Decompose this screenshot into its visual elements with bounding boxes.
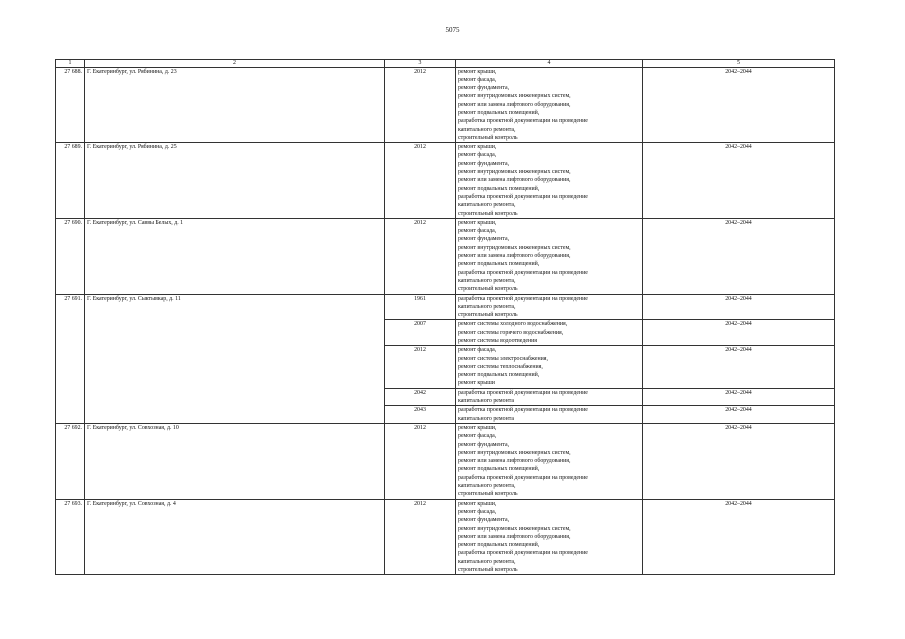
work-item: ремонт крыши xyxy=(458,380,495,387)
work-item: капитального ремонта xyxy=(458,398,514,405)
work-item: ремонт фасада, xyxy=(458,508,497,515)
work-item: ремонт подвальных помещений, xyxy=(458,466,540,473)
work-item: ремонт подвальных помещений, xyxy=(458,542,540,549)
work-item: строительный контроль xyxy=(458,312,518,319)
period-cell: 2042–2044 xyxy=(643,388,835,406)
work-item: ремонт фасада, xyxy=(458,347,497,354)
column-number-row xyxy=(56,60,835,68)
period-cell: 2042–2044 xyxy=(643,294,835,320)
work-item: ремонт крыши, xyxy=(458,68,497,75)
period-cell: 2042–2044 xyxy=(643,499,835,575)
work-item: ремонт системы электроснабжения, xyxy=(458,355,548,362)
work-item: капитального ремонта xyxy=(458,415,514,422)
work-item: строительный контроль xyxy=(458,567,518,574)
works-cell xyxy=(456,388,643,406)
work-item: ремонт подвальных помещений, xyxy=(458,109,540,116)
page-number: 5075 xyxy=(445,26,460,34)
work-item: ремонт подвальных помещений, xyxy=(458,185,540,192)
work-item: ремонт крыши, xyxy=(458,219,497,226)
work-item: строительный контроль xyxy=(458,491,518,498)
address-cell: Г. Екатеринбург, ул. Рябинина, д. 25 xyxy=(85,143,385,219)
work-item: ремонт фундамента, xyxy=(458,517,510,524)
work-item: ремонт фундамента, xyxy=(458,441,510,448)
work-item: ремонт фасада, xyxy=(458,433,497,440)
work-item: ремонт внутридомовых инженерных систем, xyxy=(458,244,571,251)
row-number-cell: 27 689. xyxy=(56,143,85,219)
work-item: ремонт фасада, xyxy=(458,76,497,83)
period-cell: 2042–2044 xyxy=(643,346,835,388)
work-item: ремонт системы теплоснабжения, xyxy=(458,363,543,370)
year-cell: 1961 xyxy=(385,294,456,320)
work-item: капитального ремонта, xyxy=(458,303,516,310)
work-item: ремонт или замена лифтового оборудования, xyxy=(458,458,571,465)
work-item: ремонт или замена лифтового оборудования, xyxy=(458,177,571,184)
work-item: ремонт или замена лифтового оборудования, xyxy=(458,101,571,108)
column-header-5: 5 xyxy=(643,60,835,68)
work-item: ремонт системы холодного водоснабжения, xyxy=(458,321,568,328)
work-item: разработка проектной документации на проведение xyxy=(458,474,588,481)
work-item: ремонт фундамента, xyxy=(458,85,510,92)
table-row xyxy=(56,423,835,499)
table-row xyxy=(56,499,835,575)
address-cell: Г. Екатеринбург, ул. Совхозная, д. 10 xyxy=(85,423,385,499)
period-cell: 2042–2044 xyxy=(643,320,835,346)
work-item: ремонт фундамента, xyxy=(458,236,510,243)
work-item: капитального ремонта, xyxy=(458,277,516,284)
address-cell: Г. Екатеринбург, ул. Саввы Белых, д. 1 xyxy=(85,218,385,294)
year-cell: 2012 xyxy=(385,67,456,143)
works-cell xyxy=(456,499,643,575)
work-item: капитального ремонта, xyxy=(458,483,516,490)
work-item: ремонт системы водоотведения xyxy=(458,338,537,344)
period-cell: 2042–2044 xyxy=(643,143,835,219)
work-item: строительный контроль xyxy=(458,134,518,141)
works-cell xyxy=(456,143,643,219)
row-number-cell: 27 688. xyxy=(56,67,85,143)
work-item: строительный контроль xyxy=(458,286,518,293)
table-row xyxy=(56,294,835,320)
work-item: разработка проектной документации на проведение xyxy=(458,269,588,276)
period-cell: 2042–2044 xyxy=(643,406,835,424)
work-item: ремонт подвальных помещений, xyxy=(458,261,540,268)
work-item: ремонт крыши, xyxy=(458,500,497,507)
row-number-cell: 27 690. xyxy=(56,218,85,294)
work-item: капитального ремонта, xyxy=(458,558,516,565)
work-item: ремонт внутридомовых инженерных систем, xyxy=(458,93,571,100)
column-header-4: 4 xyxy=(456,60,643,68)
year-cell: 2012 xyxy=(385,423,456,499)
works-cell xyxy=(456,406,643,424)
work-item: ремонт или замена лифтового оборудования, xyxy=(458,533,571,540)
work-item: ремонт подвальных помещений, xyxy=(458,372,540,379)
work-item: ремонт внутридомовых инженерных систем, xyxy=(458,169,571,176)
year-cell: 2042 xyxy=(385,388,456,406)
work-item: ремонт или замена лифтового оборудования, xyxy=(458,253,571,260)
repair-schedule-table xyxy=(55,59,835,575)
period-cell: 2042–2044 xyxy=(643,67,835,143)
work-item: капитального ремонта, xyxy=(458,202,516,209)
works-cell xyxy=(456,346,643,388)
work-item: разработка проектной документации на проведение xyxy=(458,295,588,302)
work-item: строительный контроль xyxy=(458,210,518,217)
year-cell: 2012 xyxy=(385,346,456,388)
works-cell xyxy=(456,294,643,320)
work-item: капитального ремонта, xyxy=(458,126,516,133)
work-item: разработка проектной документации на проведение xyxy=(458,550,588,557)
year-cell: 2007 xyxy=(385,320,456,346)
work-item: ремонт крыши, xyxy=(458,424,497,431)
column-header-3: 3 xyxy=(385,60,456,68)
works-cell xyxy=(456,67,643,143)
address-cell: Г. Екатеринбург, ул. Совхозная, д. 4 xyxy=(85,499,385,575)
table-row xyxy=(56,143,835,219)
row-number-cell: 27 691. xyxy=(56,294,85,423)
work-item: разработка проектной документации на проведение xyxy=(458,193,588,200)
address-cell: Г. Екатеринбург, ул. Рябинина, д. 23 xyxy=(85,67,385,143)
work-item: ремонт фасада, xyxy=(458,228,497,235)
table-row xyxy=(56,218,835,294)
row-number-cell: 27 693. xyxy=(56,499,85,575)
works-cell xyxy=(456,423,643,499)
period-cell: 2042–2044 xyxy=(643,218,835,294)
year-cell: 2012 xyxy=(385,499,456,575)
table-body xyxy=(56,60,835,575)
year-cell: 2043 xyxy=(385,406,456,424)
address-cell: Г. Екатеринбург, ул. Сыктывкар, д. 11 xyxy=(85,294,385,423)
work-item: ремонт крыши, xyxy=(458,144,497,151)
row-number-cell: 27 692. xyxy=(56,423,85,499)
column-header-1: 1 xyxy=(56,60,85,68)
work-item: ремонт системы горячего водоснабжения, xyxy=(458,329,564,336)
work-item: ремонт фасада, xyxy=(458,152,497,159)
period-cell: 2042–2044 xyxy=(643,423,835,499)
work-item: ремонт фундамента, xyxy=(458,160,510,167)
column-header-2: 2 xyxy=(85,60,385,68)
work-item: ремонт внутридомовых инженерных систем, xyxy=(458,449,571,456)
year-cell: 2012 xyxy=(385,218,456,294)
works-cell xyxy=(456,320,643,346)
works-cell xyxy=(456,218,643,294)
work-item: разработка проектной документации на проведение xyxy=(458,389,588,396)
work-item: разработка проектной документации на проведение xyxy=(458,407,588,414)
table-row xyxy=(56,67,835,143)
year-cell: 2012 xyxy=(385,143,456,219)
work-item: ремонт внутридомовых инженерных систем, xyxy=(458,525,571,532)
work-item: разработка проектной документации на проведение xyxy=(458,118,588,125)
